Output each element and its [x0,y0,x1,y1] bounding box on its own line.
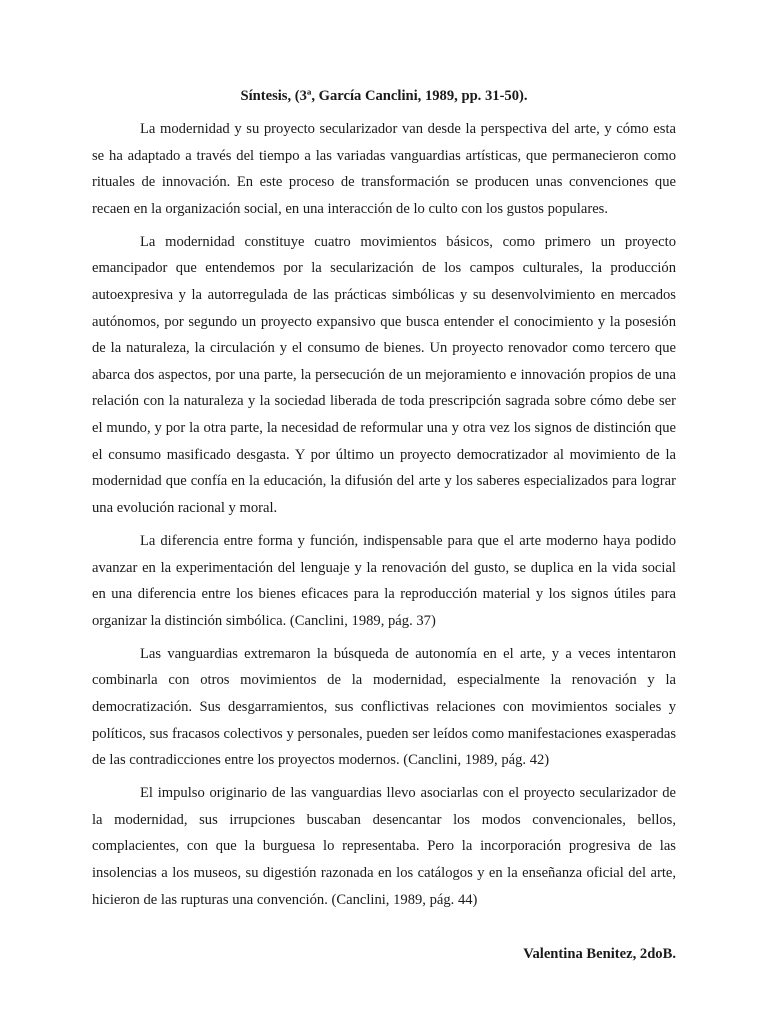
paragraph-2: La modernidad constituye cuatro movimientos básicos, como primero un proyecto emancipador que entendemos por la secularización de los campos culturales, la producción autoexpresiva y la autorregulada de las prácticas simbólicas y su desenvolvimiento en mercados autónomos, por segundo un proyecto expansivo que busca entender el conocimiento y la posesión de la naturaleza, la circulación y el consumo de bienes. Un proyecto renovador como tercero que abarca dos aspectos, por una parte, la persecución de un mejoramiento e innovación propios de una relación con la naturaleza y la sociedad liberada de toda prescripción sagrada sobre cómo debe ser el mundo, y por la otra parte, la necesidad de reformular una y otra vez los signos de distinción que el consumo masificado desgasta. Y por último un proyecto democratizador al movimiento de la modernidad que confía en la educación, la difusión del arte y los saberes especializados para lograr una evolución racional y moral. [92,233,676,516]
paragraph-4: Las vanguardias extremaron la búsqueda de autonomía en el arte, y a veces intentaron combinarla con otros movimientos de la modernidad, especialmente la renovación y la democratización. Sus desgarramientos, sus conflictivas relaciones con movimientos sociales y políticos, sus fracasos colectivos y personales, pueden ser leídos como manifestaciones exasperadas de las contradicciones entre los proyectos modernos. (Canclini, 1989, pág. 42) [92,645,676,769]
author-signature: Valentina Benitez, 2doB. [523,946,676,962]
paragraph-5: El impulso originario de las vanguardias llevo asociarlas con el proyecto secularizador de la modernidad, sus irrupciones buscaban desencantar los modos convencionales, bellos, complacientes, con que la burguesa lo representaba. Pero la incorporación progresiva de las insolencias a los museos, su digestión razonada en los catálogos y en la enseñanza oficial del arte, hicieron de las rupturas una convención. (Canclini, 1989, pág. 44) [92,785,676,908]
paragraph-3: La diferencia entre forma y función, indispensable para que el arte moderno haya podido avanzar en la experimentación del lenguaje y la renovación del gusto, se duplica en la vida social en una diferencia entre los bienes eficaces para la reproducción material y los signos útiles para organizar la distinción simbólica. (Canclini, 1989, pág. 37) [92,532,676,629]
paragraph-1: La modernidad y su proyecto secularizador van desde la perspectiva del arte, y cómo esta se ha adaptado a través del tiempo a las variadas vanguardias artísticas, que permanecieron como rituales de innovación. En este proceso de transformación se producen unas convenciones que recaen en la organización social, en una interacción de lo culto con los gustos populares. [92,121,676,217]
document-body [92,116,676,920]
document-title: Síntesis, (3ª, García Canclini, 1989, pp. 31-50). [240,88,528,104]
